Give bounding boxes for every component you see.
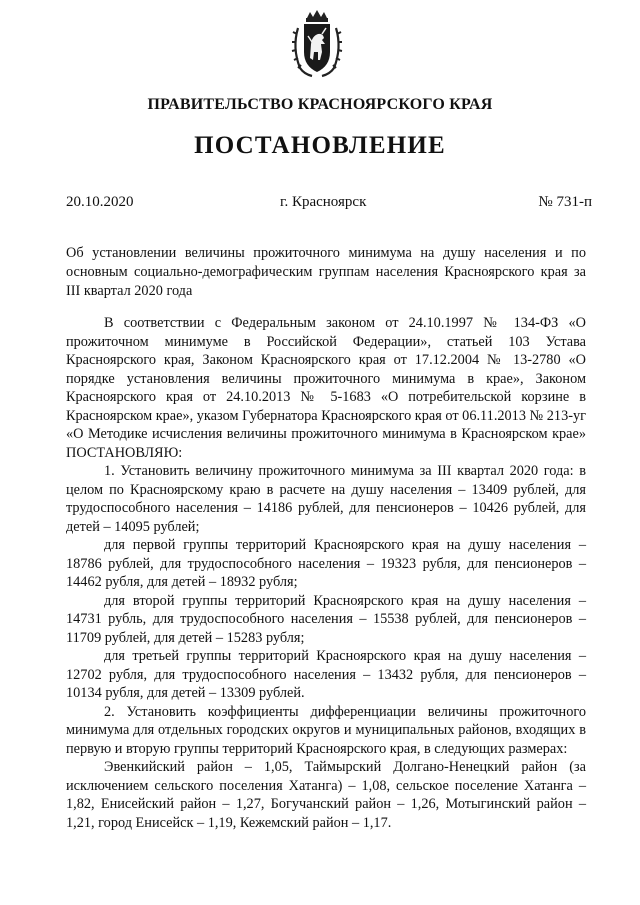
group-1-paragraph: для первой группы территорий Красноярского края на душу населения – 18786 рублей, для трудоспособного населения – 19323 рубля, для пенсионеров – 14462 рубля, для детей – 18932 рубля; xyxy=(66,537,586,590)
government-name: ПРАВИТЕЛЬСТВО КРАСНОЯРСКОГО КРАЯ xyxy=(147,96,493,113)
group-3-paragraph: для третьей группы территорий Красноярского края на душу населения – 12702 рубля, для трудоспособного населения – 13432 рубля, для пенсионеров – 10134 рубля, для детей – 13309 рублей. xyxy=(66,648,586,701)
document-type: ПОСТАНОВЛЕНИЕ xyxy=(194,132,446,159)
item-1-paragraph: 1. Установить величину прожиточного минимума за III квартал 2020 года: в целом по Красноярскому краю в расчете на душу населения – 13409 рублей, для трудоспособного населения – 14186 рублей, для пенсионеров – 10426 рублей, для детей – 14095 рублей; xyxy=(66,463,586,535)
group-2-paragraph: для второй группы территорий Красноярского края на душу населения – 14731 рубль, для трудоспособного населения – 15538 рублей, для пенсионеров – 11709 рублей, для детей – 15283 рубля; xyxy=(66,592,586,646)
coefficients-paragraph: Эвенкийский район – 1,05, Таймырский Долгано-Ненецкий район (за исключением сельского поселения Хатанга) – 1,08, сельское поселение Хатанга – 1,82, Енисейский район – 1,27, Богучанский район – 1,26, Мотыгинский район – 1,21, город Енисейск – 1,19, Кежемский район – 1,17. xyxy=(66,759,586,831)
document-body xyxy=(66,314,586,832)
document-subject: Об установлении величины прожиточного минимума на душу населения и по основным социально-демографическим группам населения Красноярского края за III квартал 2020 года xyxy=(66,245,586,299)
preamble-paragraph: В соответствии с Федеральным законом от 24.10.1997 № 134-ФЗ «О прожиточном минимуме в Российской Федерации», статьей 103 Устава Красноярского края, Законом Красноярского края от 17.12.2004 № 13-2780 «О порядке установления величины прожиточного минимума в крае», Законом Красноярского края от 24.10.2013 № 5-1683 «О потребительской корзине в Красноярском крае», указом Губернатора Красноярского края от 06.11.2013 № 213-уг «О Методике исчисления величины прожиточного минимума в Красноярском крае» ПОСТАНОВЛЯЮ: xyxy=(66,315,586,461)
item-2-paragraph: 2. Установить коэффициенты дифференциации величины прожиточного минимума для отдельных городских округов и муниципальных районов, входящих в первую и вторую группы территорий Красноярского края, в следующих размерах: xyxy=(66,703,586,757)
document-date: 20.10.2020 xyxy=(66,194,134,210)
document-number: № 731-п xyxy=(538,194,592,210)
coat-of-arms-icon xyxy=(290,8,344,80)
document-city: г. Красноярск xyxy=(280,194,367,210)
